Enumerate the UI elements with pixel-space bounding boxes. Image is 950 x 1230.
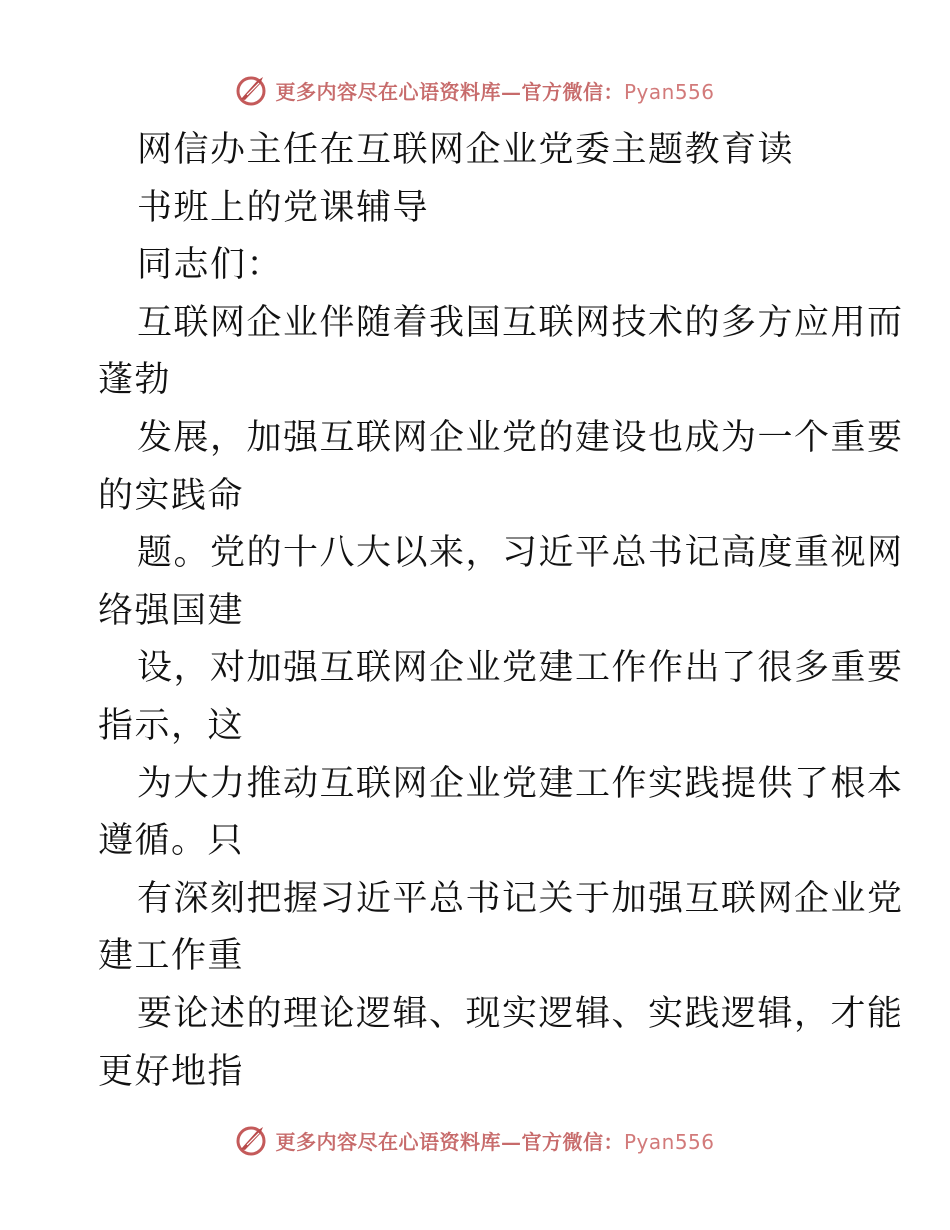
- body-line: 的实践命: [98, 475, 245, 516]
- title-line-1: 网信办主任在互联网企业党委主题教育读: [137, 130, 795, 170]
- body-line: 要论述的理论逻辑、现实逻辑、实践逻辑，才能: [137, 993, 904, 1034]
- body-line: 设，对加强互联网企业党建工作作出了很多重要: [137, 648, 904, 689]
- watermark-id: Pyan556: [623, 79, 715, 104]
- watermark-text: 更多内容尽在心语资料库—官方微信：Pyan556: [275, 79, 715, 104]
- body-line: 遵循。只: [98, 821, 245, 862]
- watermark-id: Pyan556: [623, 1129, 715, 1154]
- body-line: 题。党的十八大以来，习近平总书记高度重视网: [137, 533, 904, 574]
- watermark-text: 更多内容尽在心语资料库—官方微信：Pyan556: [275, 1129, 715, 1154]
- body-line: 为大力推动互联网企业党建工作实践提供了根本: [137, 763, 904, 804]
- body-line: 蓬勃: [98, 360, 172, 401]
- body-line: 更好地指: [98, 1051, 245, 1092]
- document-body: [98, 122, 904, 1101]
- footer-watermark: [0, 1118, 950, 1162]
- body-line: 络强国建: [98, 590, 245, 631]
- body-line: 发展，加强互联网企业党的建设也成为一个重要: [137, 417, 904, 458]
- header-watermark: [0, 68, 950, 112]
- quill-logo-icon: [235, 1123, 269, 1157]
- body-line: 建工作重: [98, 936, 245, 977]
- body-line: 有深刻把握习近平总书记关于加强互联网企业党: [137, 878, 904, 919]
- body-line: 互联网企业伴随着我国互联网技术的多方应用而: [137, 302, 904, 343]
- title-line-2: 书班上的党课辅导: [137, 187, 430, 228]
- salutation: 同志们：: [137, 245, 284, 286]
- body-line: 指示，这: [98, 705, 245, 746]
- quill-logo-icon: [235, 73, 269, 107]
